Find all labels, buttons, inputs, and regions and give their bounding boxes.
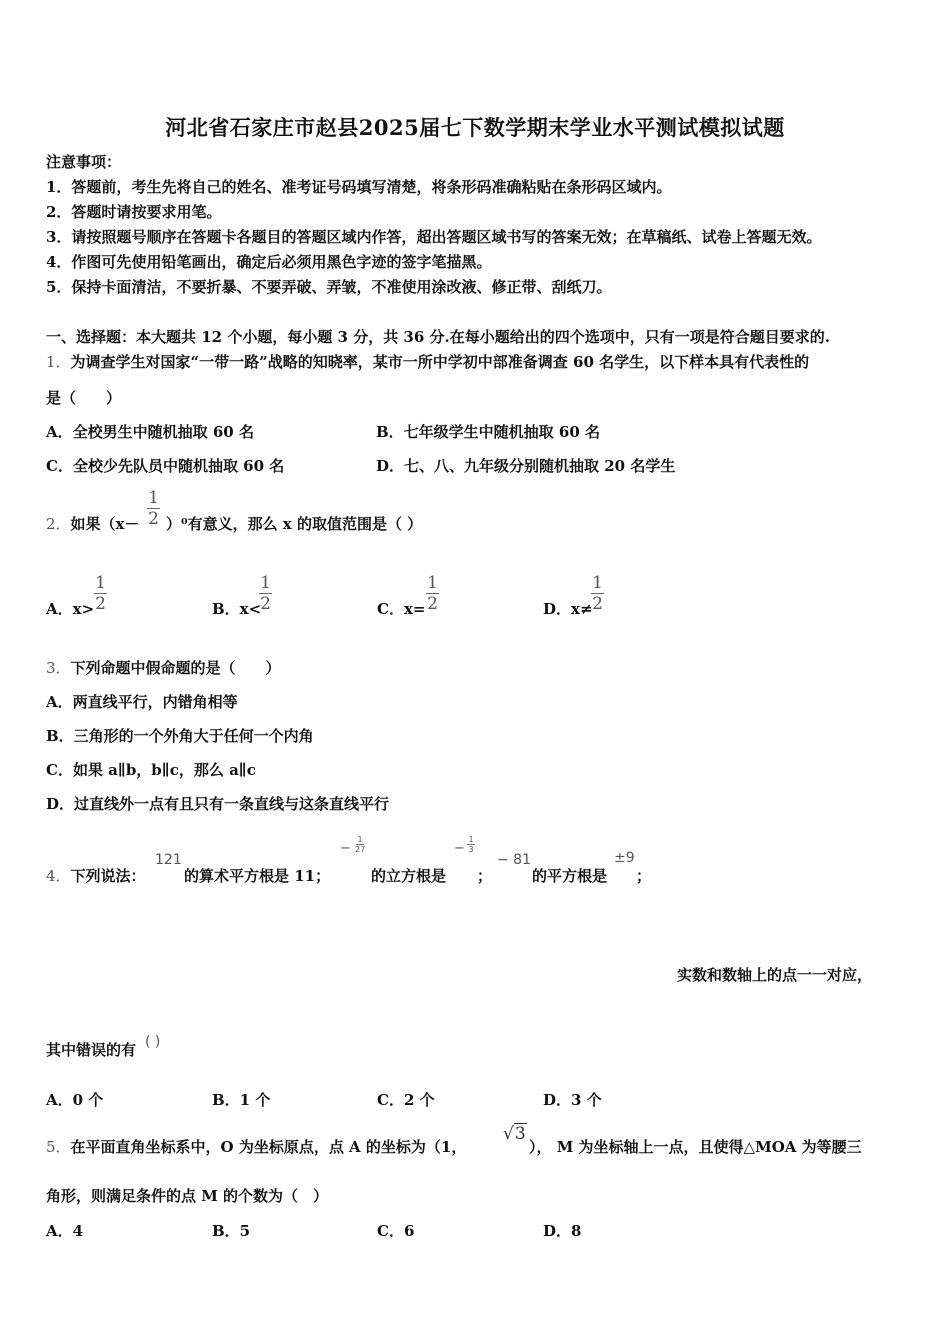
section-heading: 一、选择题：本大题共 12 个小题，每小题 3 分，共 36 分.在每小题给出的四个选项中，只有一项是符合题目要求的. [46,328,830,346]
question-text: 为调查学生对国家“一带一路”战略的知晓率，某市一所中学初中部准备调查 60 名学生，以下样本具有代表性的 [70,353,810,371]
fraction-numerator: 1 [357,835,363,844]
fraction-denominator: 3 [468,845,474,854]
math-121: 121 [155,852,182,868]
q2-option-c-fraction [426,574,439,613]
q4-statement-2: 的立方根是 [371,867,447,885]
question-number: 3． [46,659,71,677]
q3-option-d[interactable]: D．过直线外一点有且只有一条直线与这条直线平行 [46,795,390,813]
question-2-text-post: ）⁰有意义，那么 x 的取值范围是（ ） [166,515,423,533]
notice-item-5: 5．保持卡面清洁，不要折暴、不要弄破、弄皱，不准使用涂改液、修正带、刮纸刀。 [46,278,612,296]
q2-option-a[interactable]: A．x> [46,600,95,618]
math-minus-81: − 81 [497,852,531,868]
math-plus-minus-9: ±9 [614,850,635,866]
q1-option-c[interactable]: C．全校少先队员中随机抽取 60 名 [46,457,285,475]
q4-statement-1: 的算术平方根是 11； [184,867,331,885]
question-3 [46,658,281,678]
q2-option-c[interactable]: C．x= [377,600,426,618]
question-text-pre: 如果（x－ [70,515,140,533]
q2-option-b-fraction [259,574,272,613]
q5-option-d[interactable]: D．8 [543,1222,582,1240]
fraction-denominator: 2 [260,594,271,614]
question-number: 2． [46,515,71,533]
fraction-numerator: 1 [95,573,106,593]
fraction-numerator: 1 [427,573,438,593]
page-title: 河北省石家庄市赵县2025届七下数学期末学业水平测试模拟试题 [165,115,785,140]
q1-option-a[interactable]: A．全校男生中随机抽取 60 名 [46,423,254,441]
q3-option-b[interactable]: B．三角形的一个外角大于任何一个内角 [46,727,314,745]
q4-statement-4: 实数和数轴上的点一一对应， [677,966,873,984]
fraction-denominator: 2 [95,594,106,614]
notice-item-3: 3．请按照题号顺序在答题卡各题目的答题区域内作答，超出答题区域书写的答案无效；在草稿纸、试卷上答题无效。 [46,228,822,246]
q1-option-b[interactable]: B．七年级学生中随机抽取 60 名 [376,423,600,441]
q3-option-a[interactable]: A．两直线平行，内错角相等 [46,693,238,711]
q5-option-b[interactable]: B．5 [212,1222,251,1240]
q2-option-b[interactable]: B．x< [212,600,262,618]
question-number: 4． [46,867,71,885]
fraction-numerator: 1 [468,835,474,844]
question-2 [46,514,140,534]
fraction-numerator: 1 [148,488,159,508]
minus-sign: − [340,841,351,856]
q2-option-d[interactable]: D．x≠ [543,600,593,618]
question-number: 5． [46,1138,71,1156]
notice-item-2: 2．答题时请按要求用笔。 [46,203,222,221]
q4-option-c[interactable]: C．2 个 [377,1091,435,1109]
fraction-denominator: 2 [148,509,159,529]
q4-option-a[interactable]: A．0 个 [46,1091,104,1109]
fraction-1-27 [355,835,365,854]
separator: ； [477,867,493,885]
q1-option-d[interactable]: D．七、八、九年级分别随机抽取 20 名学生 [376,457,676,475]
q2-option-a-fraction [94,574,107,613]
question-text-pre: 在平面直角坐标系中，O 为坐标原点，点 A 的坐标为（1， [70,1138,467,1156]
fraction-denominator: 2 [592,594,603,614]
question-number: 1． [46,353,71,371]
question-4-intro [46,866,146,886]
fraction-numerator: 1 [592,573,603,593]
minus-sign: − [454,841,465,856]
q5-option-a[interactable]: A．4 [46,1222,84,1240]
notice-heading: 注意事项： [46,153,122,171]
radicand: 3 [514,1124,526,1144]
question-1-line2: 是（ ） [46,389,122,407]
sqrt-3: √3 [503,1124,526,1144]
fraction-1-3 [467,835,475,854]
fraction-numerator: 1 [260,573,271,593]
q4-option-b[interactable]: B．1 个 [212,1091,271,1109]
fraction-denominator: 27 [355,845,366,854]
question-text: 下列命题中假命题的是（ ） [70,659,281,677]
q2-option-d-fraction [591,574,604,613]
q4-statement-3: 的平方根是 [532,867,608,885]
question-5-line2: 角形，则满足条件的点 M 的个数为（ ） [46,1187,329,1205]
fraction-denominator: 2 [427,594,438,614]
notice-item-1: 1．答题前，考生先将自己的姓名、准考证号码填写清楚，将条形码准确粘贴在条形码区域内。 [46,178,672,196]
statement-end: ； [636,867,652,885]
q4-option-d[interactable]: D．3 个 [543,1091,602,1109]
question-5 [46,1137,466,1157]
question-5-text-post: ）， M 为坐标轴上一点，且使得△MOA 为等腰三 [529,1138,862,1156]
notice-item-4: 4．作图可先使用铅笔画出，确定后必须用黑色字迹的签字笔描黑。 [46,253,492,271]
q3-option-c[interactable]: C．如果 a∥b，b∥c，那么 a∥c [46,761,256,779]
fraction-one-half [147,489,160,528]
question-text: 下列说法： [70,867,146,885]
question-1 [46,352,809,372]
answer-paren: ( ) [145,1034,161,1050]
q4-question-line: 其中错误的有 [46,1041,137,1059]
q5-option-c[interactable]: C．6 [377,1222,415,1240]
